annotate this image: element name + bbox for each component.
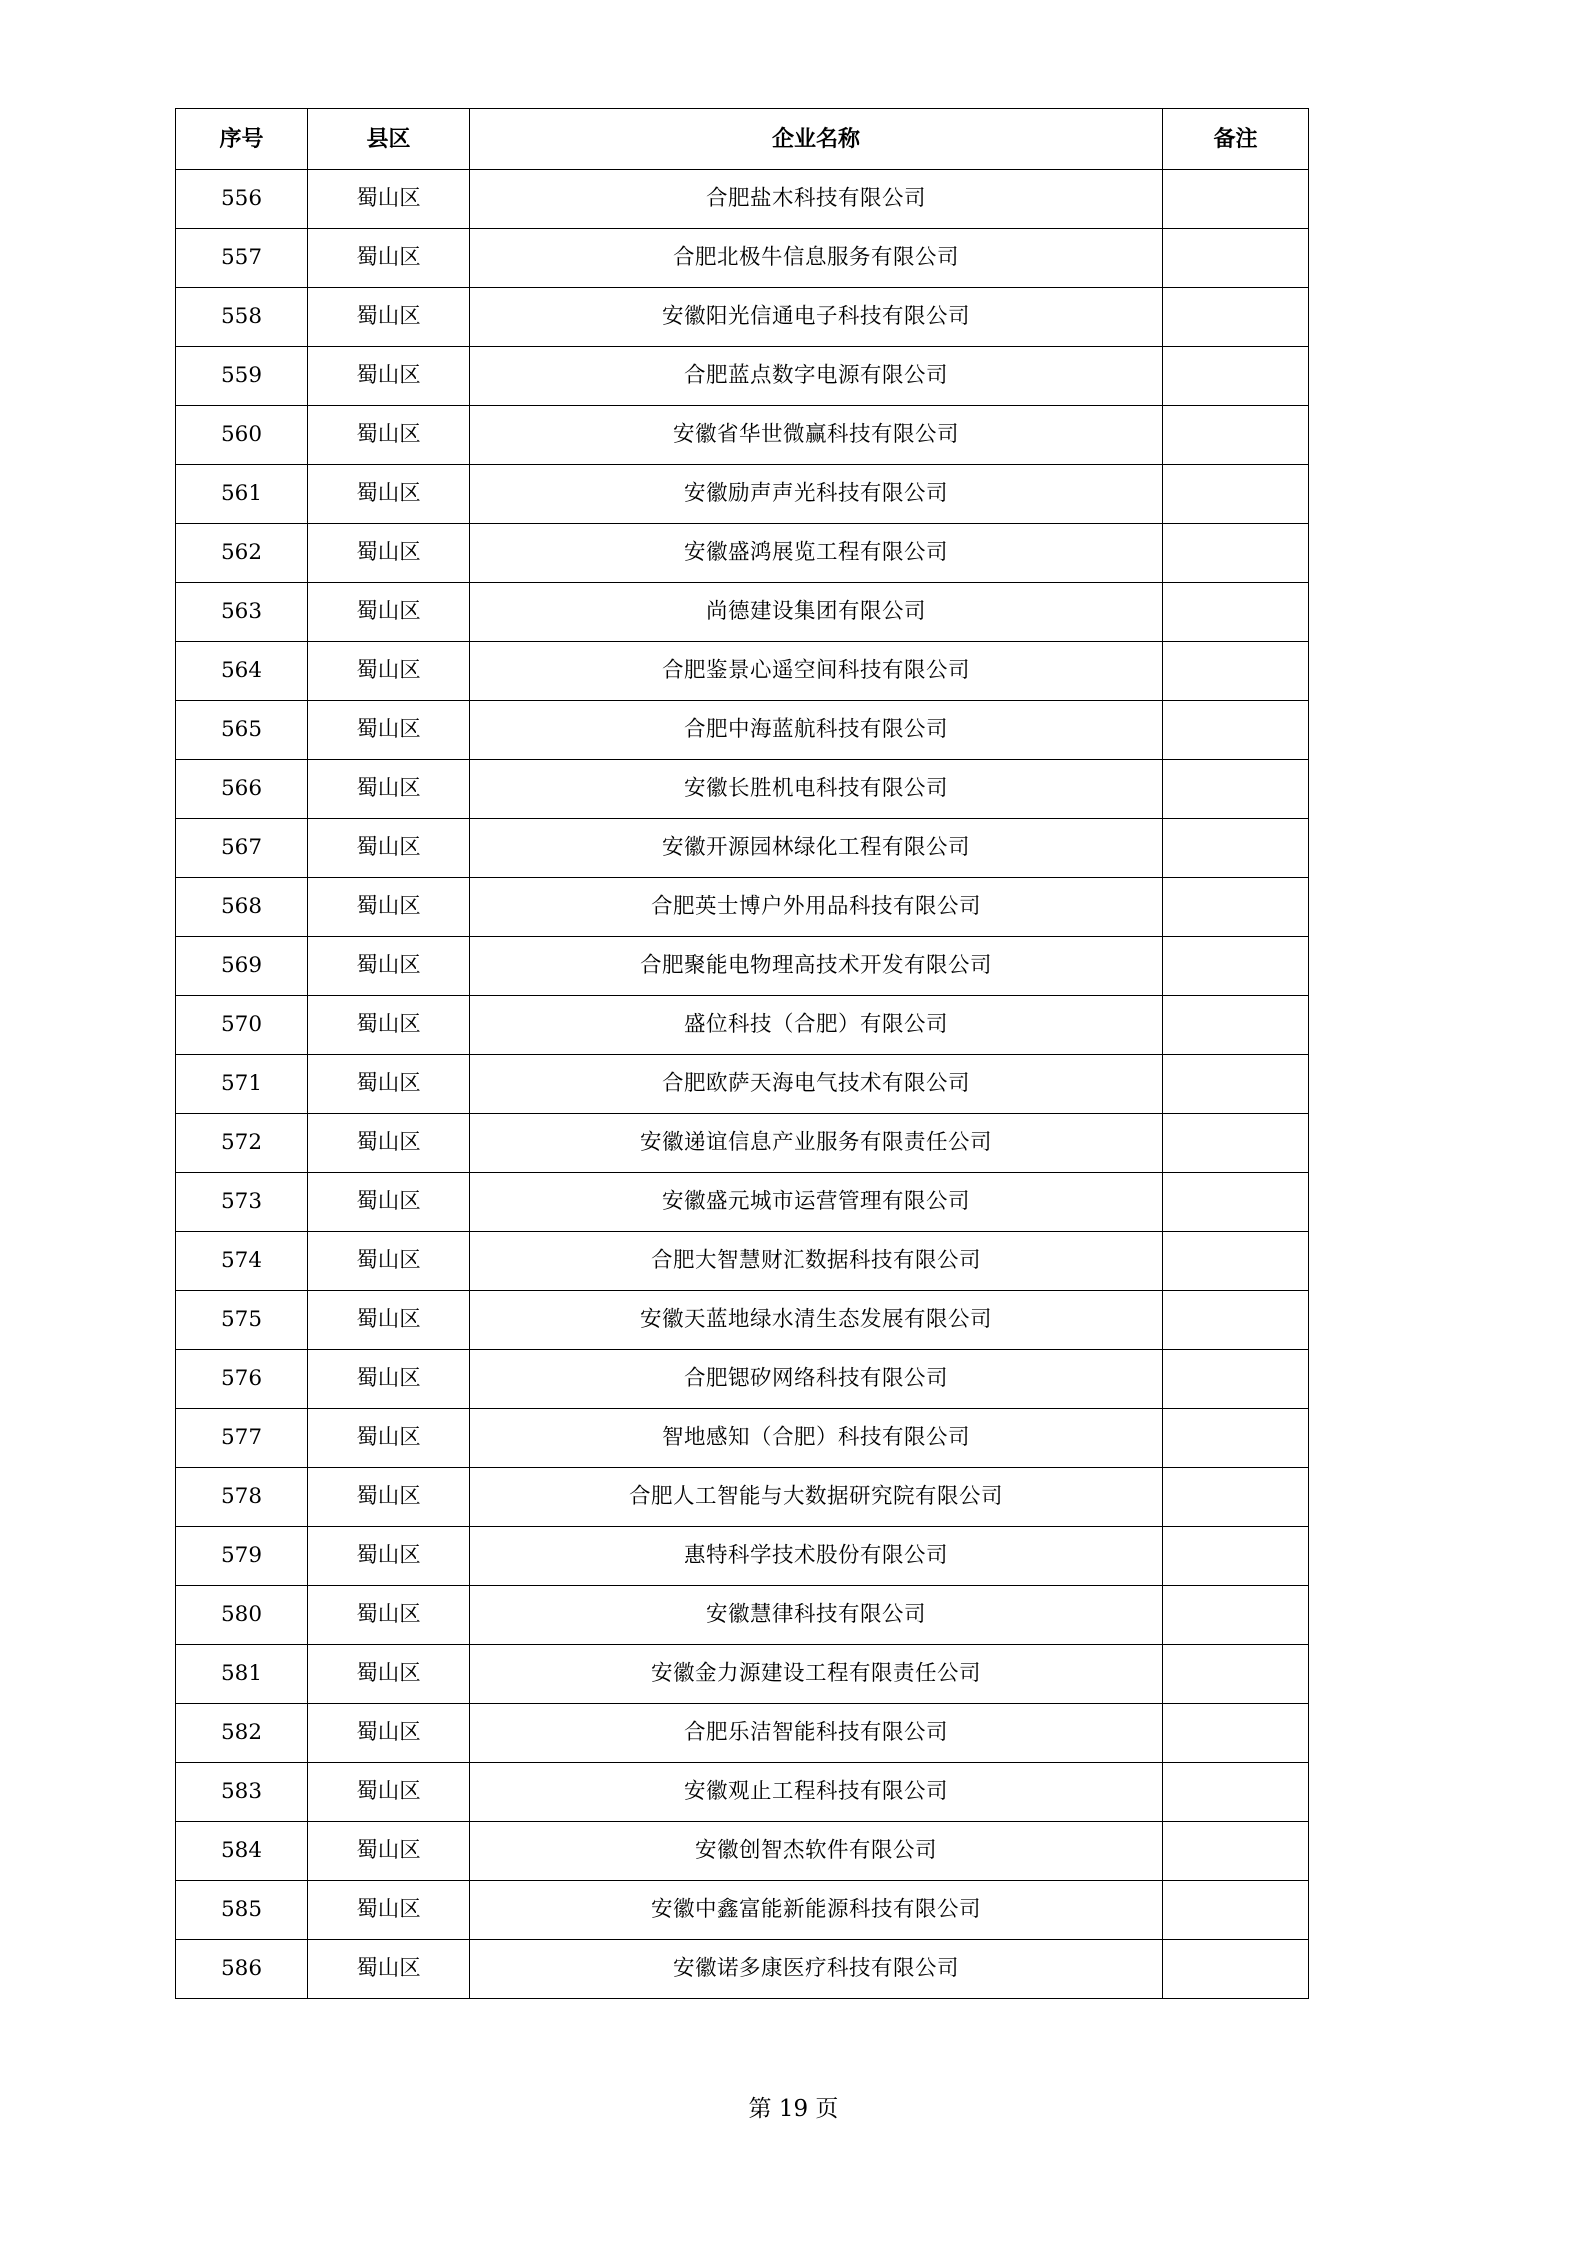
cell-remark (1163, 1055, 1309, 1114)
cell-remark (1163, 878, 1309, 937)
table-row (176, 937, 1309, 996)
cell-company-name: 合肥北极牛信息服务有限公司 (470, 229, 1163, 288)
cell-seq: 560 (176, 406, 308, 465)
cell-district: 蜀山区 (308, 1350, 470, 1409)
table-row (176, 819, 1309, 878)
cell-seq: 556 (176, 170, 308, 229)
cell-district: 蜀山区 (308, 229, 470, 288)
cell-company-name: 安徽天蓝地绿水清生态发展有限公司 (470, 1291, 1163, 1350)
cell-company-name: 安徽励声声光科技有限公司 (470, 465, 1163, 524)
table-row (176, 1114, 1309, 1173)
cell-company-name: 合肥英士博户外用品科技有限公司 (470, 878, 1163, 937)
cell-district: 蜀山区 (308, 583, 470, 642)
cell-seq: 568 (176, 878, 308, 937)
cell-company-name: 安徽盛元城市运营管理有限公司 (470, 1173, 1163, 1232)
cell-district: 蜀山区 (308, 1468, 470, 1527)
cell-company-name: 安徽长胜机电科技有限公司 (470, 760, 1163, 819)
cell-company-name: 合肥锶矽网络科技有限公司 (470, 1350, 1163, 1409)
cell-remark (1163, 1291, 1309, 1350)
table-row (176, 1645, 1309, 1704)
table-row (176, 996, 1309, 1055)
cell-seq: 583 (176, 1763, 308, 1822)
cell-company-name: 尚德建设集团有限公司 (470, 583, 1163, 642)
cell-seq: 571 (176, 1055, 308, 1114)
table-row (176, 347, 1309, 406)
cell-remark (1163, 760, 1309, 819)
cell-remark (1163, 701, 1309, 760)
cell-remark (1163, 1586, 1309, 1645)
cell-district: 蜀山区 (308, 937, 470, 996)
cell-seq: 567 (176, 819, 308, 878)
cell-district: 蜀山区 (308, 1586, 470, 1645)
cell-company-name: 安徽中鑫富能新能源科技有限公司 (470, 1881, 1163, 1940)
cell-seq: 564 (176, 642, 308, 701)
cell-seq: 585 (176, 1881, 308, 1940)
table-row (176, 1350, 1309, 1409)
cell-district: 蜀山区 (308, 1704, 470, 1763)
cell-seq: 574 (176, 1232, 308, 1291)
cell-district: 蜀山区 (308, 288, 470, 347)
cell-district: 蜀山区 (308, 1881, 470, 1940)
table-row (176, 760, 1309, 819)
cell-district: 蜀山区 (308, 1940, 470, 1999)
cell-district: 蜀山区 (308, 701, 470, 760)
cell-seq: 569 (176, 937, 308, 996)
cell-company-name: 安徽省华世微赢科技有限公司 (470, 406, 1163, 465)
cell-remark (1163, 406, 1309, 465)
page-footer (0, 2090, 1587, 2123)
table-row (176, 583, 1309, 642)
cell-district: 蜀山区 (308, 465, 470, 524)
cell-district: 蜀山区 (308, 996, 470, 1055)
table-row (176, 1055, 1309, 1114)
cell-seq: 559 (176, 347, 308, 406)
cell-remark (1163, 229, 1309, 288)
cell-company-name: 安徽慧律科技有限公司 (470, 1586, 1163, 1645)
cell-seq: 581 (176, 1645, 308, 1704)
cell-seq: 557 (176, 229, 308, 288)
table-row (176, 1409, 1309, 1468)
cell-seq: 577 (176, 1409, 308, 1468)
cell-remark (1163, 288, 1309, 347)
table-row (176, 1763, 1309, 1822)
cell-company-name: 安徽递谊信息产业服务有限责任公司 (470, 1114, 1163, 1173)
table-row (176, 1291, 1309, 1350)
cell-district: 蜀山区 (308, 406, 470, 465)
table-row (176, 524, 1309, 583)
table-row (176, 1704, 1309, 1763)
column-header-name: 企业名称 (470, 109, 1163, 170)
cell-company-name: 合肥人工智能与大数据研究院有限公司 (470, 1468, 1163, 1527)
cell-remark (1163, 524, 1309, 583)
cell-district: 蜀山区 (308, 1055, 470, 1114)
cell-seq: 575 (176, 1291, 308, 1350)
cell-company-name: 安徽诺多康医疗科技有限公司 (470, 1940, 1163, 1999)
cell-company-name: 合肥中海蓝航科技有限公司 (470, 701, 1163, 760)
cell-district: 蜀山区 (308, 642, 470, 701)
table-header (176, 109, 1309, 170)
cell-district: 蜀山区 (308, 524, 470, 583)
table-row (176, 288, 1309, 347)
cell-district: 蜀山区 (308, 1409, 470, 1468)
cell-seq: 582 (176, 1704, 308, 1763)
cell-company-name: 合肥大智慧财汇数据科技有限公司 (470, 1232, 1163, 1291)
cell-seq: 563 (176, 583, 308, 642)
page-number: 第 19 页 (748, 2096, 839, 2122)
cell-seq: 558 (176, 288, 308, 347)
cell-remark (1163, 170, 1309, 229)
cell-seq: 573 (176, 1173, 308, 1232)
table-row (176, 1527, 1309, 1586)
cell-remark (1163, 465, 1309, 524)
cell-remark (1163, 1468, 1309, 1527)
cell-company-name: 盛位科技（合肥）有限公司 (470, 996, 1163, 1055)
cell-district: 蜀山区 (308, 1527, 470, 1586)
cell-remark (1163, 1881, 1309, 1940)
cell-company-name: 安徽开源园林绿化工程有限公司 (470, 819, 1163, 878)
cell-remark (1163, 819, 1309, 878)
cell-company-name: 安徽金力源建设工程有限责任公司 (470, 1645, 1163, 1704)
cell-remark (1163, 1822, 1309, 1881)
cell-district: 蜀山区 (308, 1232, 470, 1291)
cell-company-name: 惠特科学技术股份有限公司 (470, 1527, 1163, 1586)
column-header-district: 县区 (308, 109, 470, 170)
cell-remark (1163, 1940, 1309, 1999)
cell-seq: 576 (176, 1350, 308, 1409)
table-row (176, 1881, 1309, 1940)
cell-company-name: 安徽创智杰软件有限公司 (470, 1822, 1163, 1881)
cell-district: 蜀山区 (308, 819, 470, 878)
cell-district: 蜀山区 (308, 1763, 470, 1822)
cell-remark (1163, 1527, 1309, 1586)
table-row (176, 170, 1309, 229)
cell-remark (1163, 347, 1309, 406)
cell-company-name: 智地感知（合肥）科技有限公司 (470, 1409, 1163, 1468)
table-row (176, 1940, 1309, 1999)
cell-company-name: 安徽盛鸿展览工程有限公司 (470, 524, 1163, 583)
table-header-row (176, 109, 1309, 170)
cell-seq: 586 (176, 1940, 308, 1999)
cell-seq: 566 (176, 760, 308, 819)
cell-company-name: 合肥聚能电物理高技术开发有限公司 (470, 937, 1163, 996)
cell-seq: 562 (176, 524, 308, 583)
cell-district: 蜀山区 (308, 347, 470, 406)
cell-district: 蜀山区 (308, 1173, 470, 1232)
cell-remark (1163, 1232, 1309, 1291)
table-row (176, 1173, 1309, 1232)
table-row (176, 701, 1309, 760)
cell-district: 蜀山区 (308, 170, 470, 229)
cell-district: 蜀山区 (308, 760, 470, 819)
cell-remark (1163, 1114, 1309, 1173)
cell-remark (1163, 1173, 1309, 1232)
cell-remark (1163, 937, 1309, 996)
table-row (176, 406, 1309, 465)
cell-company-name: 合肥鉴景心遥空间科技有限公司 (470, 642, 1163, 701)
cell-seq: 570 (176, 996, 308, 1055)
cell-district: 蜀山区 (308, 1822, 470, 1881)
cell-remark (1163, 1763, 1309, 1822)
cell-company-name: 合肥乐洁智能科技有限公司 (470, 1704, 1163, 1763)
cell-seq: 584 (176, 1822, 308, 1881)
cell-seq: 579 (176, 1527, 308, 1586)
cell-remark (1163, 1704, 1309, 1763)
cell-company-name: 安徽观止工程科技有限公司 (470, 1763, 1163, 1822)
cell-remark (1163, 583, 1309, 642)
cell-company-name: 合肥蓝点数字电源有限公司 (470, 347, 1163, 406)
table-row (176, 1586, 1309, 1645)
company-list-table (175, 108, 1309, 1999)
column-header-seq: 序号 (176, 109, 308, 170)
table-row (176, 1232, 1309, 1291)
table-row (176, 1822, 1309, 1881)
cell-seq: 572 (176, 1114, 308, 1173)
cell-remark (1163, 1645, 1309, 1704)
table-row (176, 229, 1309, 288)
table-row (176, 878, 1309, 937)
cell-seq: 561 (176, 465, 308, 524)
cell-seq: 580 (176, 1586, 308, 1645)
cell-company-name: 合肥欧萨天海电气技术有限公司 (470, 1055, 1163, 1114)
cell-remark (1163, 1350, 1309, 1409)
cell-district: 蜀山区 (308, 1114, 470, 1173)
cell-district: 蜀山区 (308, 1645, 470, 1704)
table-row (176, 465, 1309, 524)
table-body (176, 170, 1309, 1999)
cell-remark (1163, 642, 1309, 701)
cell-company-name: 安徽阳光信通电子科技有限公司 (470, 288, 1163, 347)
cell-remark (1163, 996, 1309, 1055)
table-row (176, 1468, 1309, 1527)
cell-company-name: 合肥盐木科技有限公司 (470, 170, 1163, 229)
cell-district: 蜀山区 (308, 878, 470, 937)
cell-remark (1163, 1409, 1309, 1468)
cell-district: 蜀山区 (308, 1291, 470, 1350)
cell-seq: 565 (176, 701, 308, 760)
column-header-remark: 备注 (1163, 109, 1309, 170)
cell-seq: 578 (176, 1468, 308, 1527)
table-row (176, 642, 1309, 701)
